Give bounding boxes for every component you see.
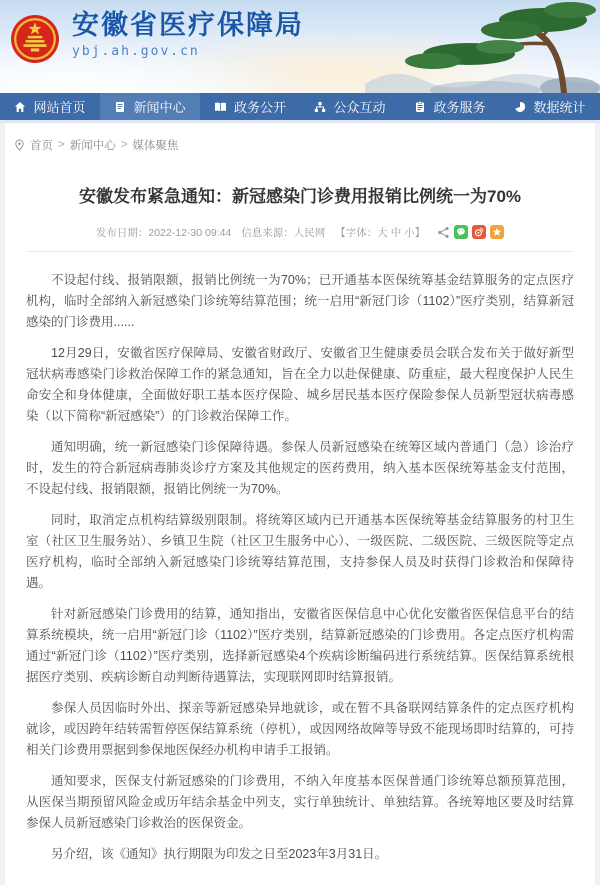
article-paragraph: 不设起付线、报销限额，报销比例统一为70%；已开通基本医保统筹基金结算服务的定点医疗机构，临时全部纳入新冠感染门诊统筹结算范围；统一启用“新冠门诊（1102）”医疗类别，结算新冠感染的门诊费用...... — [26, 272, 574, 329]
page-right-margin — [595, 123, 600, 885]
font-size-control — [335, 225, 425, 240]
article-paragraph: 12月29日，安徽省医疗保障局、安徽省财政厅、安徽省卫生健康委员会联合发布关于做好新型冠状病毒感染门诊救治保障工作的紧急通知，旨在全力以赴保健康、防重症，最大程度保护人民生命安全和身体健康，全面做好职工基本医疗保险、城乡居民基本医疗保险参保人员新型冠状病毒感染（以下简称“新冠感染”）的门诊救治保障工作。 — [26, 345, 574, 423]
font-size-prefix: 【字体： — [335, 226, 378, 239]
book-icon — [214, 101, 227, 113]
breadcrumb-item-media-focus[interactable]: 媒体聚焦 — [132, 140, 179, 152]
article-title: 安徽发布紧急通知：新冠感染门诊费用报销比例统一为70% — [78, 187, 522, 206]
nav-item-label: 政务服务 — [433, 100, 486, 115]
source-label: 信息来源： — [241, 226, 294, 239]
site-header — [0, 0, 600, 93]
font-size-small-button[interactable]: 小 — [404, 226, 415, 239]
font-size-suffix: 】 — [414, 226, 426, 239]
home-icon — [14, 101, 26, 113]
site-logo[interactable] — [10, 10, 304, 64]
font-size-large-button[interactable]: 大 — [377, 226, 388, 239]
nav-item-public-interaction[interactable] — [300, 93, 400, 120]
source-value: 人民网 — [293, 226, 326, 239]
article-paragraph: 通知明确，统一新冠感染门诊保障待遇。参保人员新冠感染在统筹区域内普通门（急）诊治疗时，发生的符合新冠病毒肺炎诊疗方案及其他规定的医药费用，纳入基本医保统筹基金支付范围，不设起付线、报销限额，报销比例统一为70%。 — [26, 439, 574, 496]
page-left-margin — [0, 123, 5, 885]
nav-item-label: 政务公开 — [233, 100, 286, 115]
clipboard-icon — [414, 101, 426, 113]
publish-date — [96, 225, 231, 240]
article-paragraph: 通知要求，医保支付新冠感染的门诊费用，不纳入年度基本医保普通门诊统筹总额预算范围，从医保当期预留风险金或历年结余基金中列支，实行单独统计、单独结算。各统筹地区要及时结算参保人员新冠感染门诊救治的医保资金。 — [26, 773, 574, 830]
breadcrumb-separator: > — [58, 139, 65, 151]
article-paragraph: 参保人员因临时外出、探亲等新冠感染异地就诊，或在暂不具备联网结算条件的定点医疗机构就诊，或因跨年结转需暂停医保结算系统（停机），或因网络故障等导致不能现场即时结算的，可持相关门诊费用票据到参保地医保经办机构申请手工报销。 — [26, 700, 574, 757]
content-area — [0, 123, 600, 885]
sitemap-icon — [314, 101, 326, 113]
article-paragraph: 针对新冠感染门诊费用的结算，通知指出，安徽省医保信息中心优化安徽省医保信息平台的结算系统模块，统一启用“新冠门诊（1102）”医疗类别，结算新冠感染的门诊费用。各定点医疗机构需通过“新冠门诊（1102）”医疗类别，选择新冠感染4个疾病诊断编码进行系统结算。医保结算系统根据医疗类别、疾病诊断自动判断待遇算法，实现联网即时结算报销。 — [26, 606, 574, 684]
news-icon — [114, 101, 126, 113]
favorite-share-button[interactable] — [490, 225, 504, 239]
nav-item-label: 网站首页 — [33, 100, 86, 115]
publish-date-label: 发布日期： — [95, 226, 149, 239]
article — [26, 185, 574, 885]
weibo-icon — [474, 227, 484, 237]
breadcrumb-separator: > — [120, 139, 128, 151]
breadcrumb — [0, 123, 600, 157]
national-emblem-icon — [10, 14, 60, 64]
article-body — [26, 252, 574, 885]
article-source — [241, 225, 325, 240]
article-meta — [26, 225, 574, 240]
wechat-share-button[interactable] — [454, 225, 468, 239]
breadcrumb-item-home[interactable]: 首页 — [30, 140, 53, 152]
star-icon — [492, 227, 502, 237]
article-paragraph: 同时，取消定点机构结算级别限制。将统筹区域内已开通基本医保统筹基金结算服务的村卫生室（社区卫生服务站）、乡镇卫生院（社区卫生服务中心）、一级医院、二级医院、三级医院等定点医疗机构，临时全部纳入新冠感染门诊统筹结算范围，支持参保人员及时获得门诊救治和保障待遇。 — [26, 512, 574, 590]
weibo-share-button[interactable] — [472, 225, 486, 239]
site-url: ybj.ah.gov.cn — [72, 44, 200, 60]
nav-item-label: 新闻中心 — [133, 100, 186, 115]
nav-item-gov-services[interactable] — [400, 93, 500, 120]
wechat-icon — [456, 227, 466, 237]
nav-item-statistics[interactable] — [500, 93, 600, 120]
share-buttons — [437, 225, 504, 239]
nav-item-label: 数据统计 — [533, 100, 586, 115]
publish-date-value: 2022-12-30 09:44 — [148, 226, 232, 239]
font-size-medium-button[interactable]: 中 — [390, 226, 402, 239]
article-paragraph: 另介绍，该《通知》执行期限为印发之日至2023年3月31日。 — [51, 846, 388, 861]
site-title: 安徽省医疗保障局 — [72, 10, 304, 40]
nav-item-gov-affairs[interactable] — [200, 93, 300, 120]
share-icon[interactable] — [437, 226, 450, 239]
breadcrumb-item-news-center[interactable]: 新闻中心 — [69, 140, 116, 152]
nav-item-label: 公众互动 — [333, 100, 386, 115]
pie-chart-icon — [514, 101, 526, 113]
nav-item-home[interactable] — [0, 93, 100, 120]
pine-tree-banner-image — [365, 0, 600, 93]
nav-item-news[interactable] — [100, 93, 200, 120]
main-nav — [0, 93, 600, 123]
location-pin-icon — [14, 139, 25, 151]
